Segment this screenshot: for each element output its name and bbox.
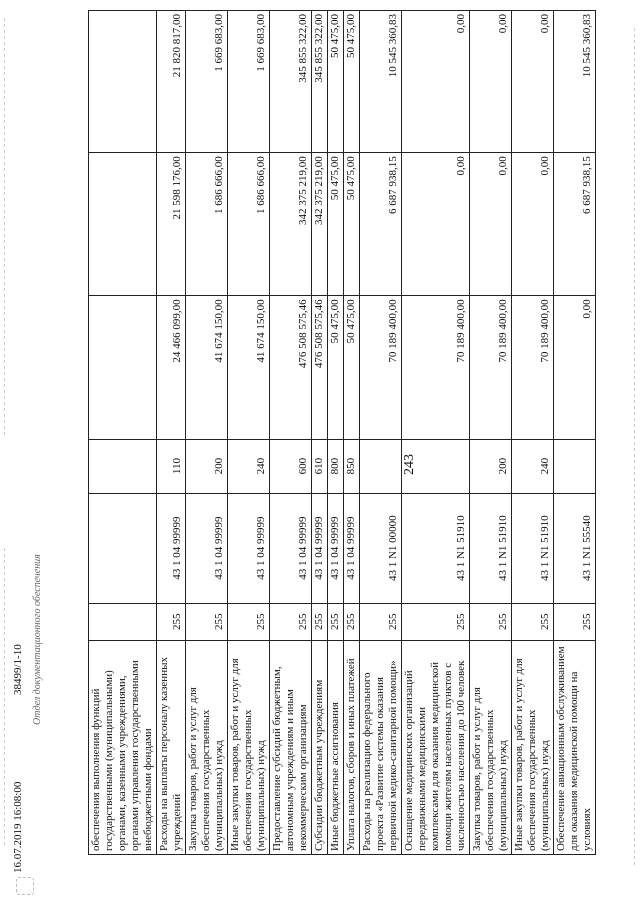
grbs-code-cell: 255	[344, 603, 360, 640]
expense-type-cell: 600	[270, 439, 312, 493]
amount-2021-cell: 21 820 817,00	[157, 11, 186, 153]
grbs-code-cell: 255	[402, 603, 470, 640]
target-article-cell: 43 1 04 99999	[312, 493, 328, 603]
amount-2019-cell: 0,00	[554, 296, 596, 439]
department-stamp: Отдел документационного обеспечения	[32, 554, 43, 725]
table-row	[512, 11, 554, 855]
expense-type-cell: 240	[512, 439, 554, 493]
punch-mark	[16, 877, 34, 895]
amount-2020-cell	[89, 153, 157, 296]
amount-2021-cell: 50 475,00	[344, 11, 360, 153]
target-article-cell: 43 1 04 99999	[344, 493, 360, 603]
target-article-cell: 43 1 04 99999	[186, 493, 228, 603]
amount-2019-cell: 24 466 099,00	[157, 296, 186, 439]
amount-2019-cell: 70 189 400,00	[402, 296, 470, 439]
amount-2021-cell: 0,00	[470, 11, 512, 153]
table-row	[344, 11, 360, 855]
expense-type-cell: 610	[312, 439, 328, 493]
target-article-cell	[89, 493, 157, 603]
row-name-cell: Расходы на реализацию федерального проекта «Развитие системы оказания первичной медико-санитарной помощи»	[360, 640, 402, 854]
expense-type-cell: 110	[157, 439, 186, 493]
target-article-cell: 43 1 N1 55540	[554, 493, 596, 603]
grbs-code-cell: 255	[186, 603, 228, 640]
amount-2021-cell: 1 669 683,00	[186, 11, 228, 153]
target-article-cell: 43 1 N1 51910	[512, 493, 554, 603]
grbs-code-cell: 255	[554, 603, 596, 640]
row-name-cell: Расходы на выплаты персоналу казенных учреждений	[157, 640, 186, 854]
amount-2021-cell: 0,00	[512, 11, 554, 153]
amount-2020-cell: 21 598 176,00	[157, 153, 186, 296]
amount-2019-cell: 41 674 150,00	[186, 296, 228, 439]
table-row	[186, 11, 228, 855]
row-name-cell: Иные бюджетные ассигнования	[328, 640, 344, 854]
expense-type-cell: 200	[186, 439, 228, 493]
row-name-cell: Обеспечение авиационным обслуживанием для оказания медицинской помощи на условиях	[554, 640, 596, 854]
table-row	[312, 11, 328, 855]
grbs-code-cell: 255	[312, 603, 328, 640]
row-name-cell: Предоставление субсидий бюджетным, автономным учреждениям и иным некоммерческим организациям	[270, 640, 312, 854]
grbs-code-cell: 255	[270, 603, 312, 640]
target-article-cell: 43 1 04 99999	[228, 493, 270, 603]
grbs-code-cell: 255	[470, 603, 512, 640]
expense-type-cell: 800	[328, 439, 344, 493]
amount-2021-cell: 1 669 683,00	[228, 11, 270, 153]
amount-2020-cell: 342 375 219,00	[270, 153, 312, 296]
table-row	[228, 11, 270, 855]
amount-2021-cell: 10 545 360,83	[360, 11, 402, 153]
amount-2020-cell: 1 686 666,00	[228, 153, 270, 296]
table-row	[360, 11, 402, 855]
scan-noise-line	[4, 545, 5, 845]
target-article-cell: 43 1 04 99999	[157, 493, 186, 603]
footer-date: 16.07.2019 16:08:00	[12, 781, 24, 873]
amount-2021-cell	[89, 11, 157, 153]
expense-type-cell: 850	[344, 439, 360, 493]
grbs-code-cell	[89, 603, 157, 640]
budget-table	[88, 10, 596, 855]
row-name-cell: Закупка товаров, работ и услуг для обеспечения государственных (муниципальных) нужд	[470, 640, 512, 854]
row-name-cell: Субсидии бюджетным учреждениям	[312, 640, 328, 854]
table-row	[554, 11, 596, 855]
amount-2021-cell: 10 545 360,83	[554, 11, 596, 153]
table-row	[328, 11, 344, 855]
expense-type-cell	[554, 439, 596, 493]
grbs-code-cell: 255	[512, 603, 554, 640]
page-number: 243	[402, 454, 417, 475]
expense-type-cell	[360, 439, 402, 493]
amount-2020-cell: 6 687 938,15	[554, 153, 596, 296]
table-row	[402, 11, 470, 855]
row-name-cell: обеспечения выполнения функций государственными (муниципальными) органами, казенными учреждениями, органами управления государственными внебюджетными фондами	[89, 640, 157, 854]
amount-2019-cell: 476 508 575,46	[312, 296, 328, 439]
amount-2021-cell: 345 855 322,00	[312, 11, 328, 153]
scan-noise-line	[634, 25, 635, 865]
expense-type-cell	[89, 439, 157, 493]
grbs-code-cell: 255	[360, 603, 402, 640]
target-article-cell: 43 1 N1 51910	[402, 493, 470, 603]
table-row	[89, 11, 157, 855]
table-row	[470, 11, 512, 855]
target-article-cell: 43 1 04 99999	[270, 493, 312, 603]
amount-2019-cell: 50 475,00	[344, 296, 360, 439]
amount-2020-cell: 0,00	[512, 153, 554, 296]
amount-2019-cell: 70 189 400,00	[512, 296, 554, 439]
amount-2020-cell: 50 475,00	[344, 153, 360, 296]
amount-2020-cell: 0,00	[402, 153, 470, 296]
amount-2020-cell: 6 687 938,15	[360, 153, 402, 296]
amount-2020-cell: 50 475,00	[328, 153, 344, 296]
target-article-cell: 43 1 N1 51910	[470, 493, 512, 603]
expense-type-cell: 200	[470, 439, 512, 493]
table-row	[157, 11, 186, 855]
amount-2019-cell	[89, 296, 157, 439]
row-name-cell: Уплата налогов, сборов и иных платежей	[344, 640, 360, 854]
row-name-cell: Оснащение медицинских организаций передвижными медицинскими комплексами для оказания медицинской помощи жителям населенных пунктов с численностью населения до 100 человек	[402, 640, 470, 854]
amount-2020-cell: 1 686 666,00	[186, 153, 228, 296]
amount-2021-cell: 0,00	[402, 11, 470, 153]
grbs-code-cell: 255	[157, 603, 186, 640]
expense-type-cell: 240	[228, 439, 270, 493]
amount-2021-cell: 345 855 322,00	[270, 11, 312, 153]
scan-noise-line	[4, 15, 5, 435]
row-name-cell: Закупка товаров, работ и услуг для обеспечения государственных (муниципальных) нужд	[186, 640, 228, 854]
amount-2019-cell: 50 475,00	[328, 296, 344, 439]
row-name-cell: Иные закупки товаров, работ и услуг для обеспечения государственных (муниципальных) нужд	[228, 640, 270, 854]
row-name-cell: Иные закупки товаров, работ и услуг для обеспечения государственных (муниципальных) нужд	[512, 640, 554, 854]
grbs-code-cell: 255	[328, 603, 344, 640]
target-article-cell: 43 1 04 99999	[328, 493, 344, 603]
footer-code: 38499/1-10	[12, 644, 24, 695]
amount-2019-cell: 70 189 400,00	[470, 296, 512, 439]
amount-2020-cell: 0,00	[470, 153, 512, 296]
grbs-code-cell: 255	[228, 603, 270, 640]
amount-2019-cell: 476 508 575,46	[270, 296, 312, 439]
amount-2019-cell: 41 674 150,00	[228, 296, 270, 439]
amount-2021-cell: 50 475,00	[328, 11, 344, 153]
target-article-cell: 43 1 N1 00000	[360, 493, 402, 603]
amount-2019-cell: 70 189 400,00	[360, 296, 402, 439]
amount-2020-cell: 342 375 219,00	[312, 153, 328, 296]
table-row	[270, 11, 312, 855]
